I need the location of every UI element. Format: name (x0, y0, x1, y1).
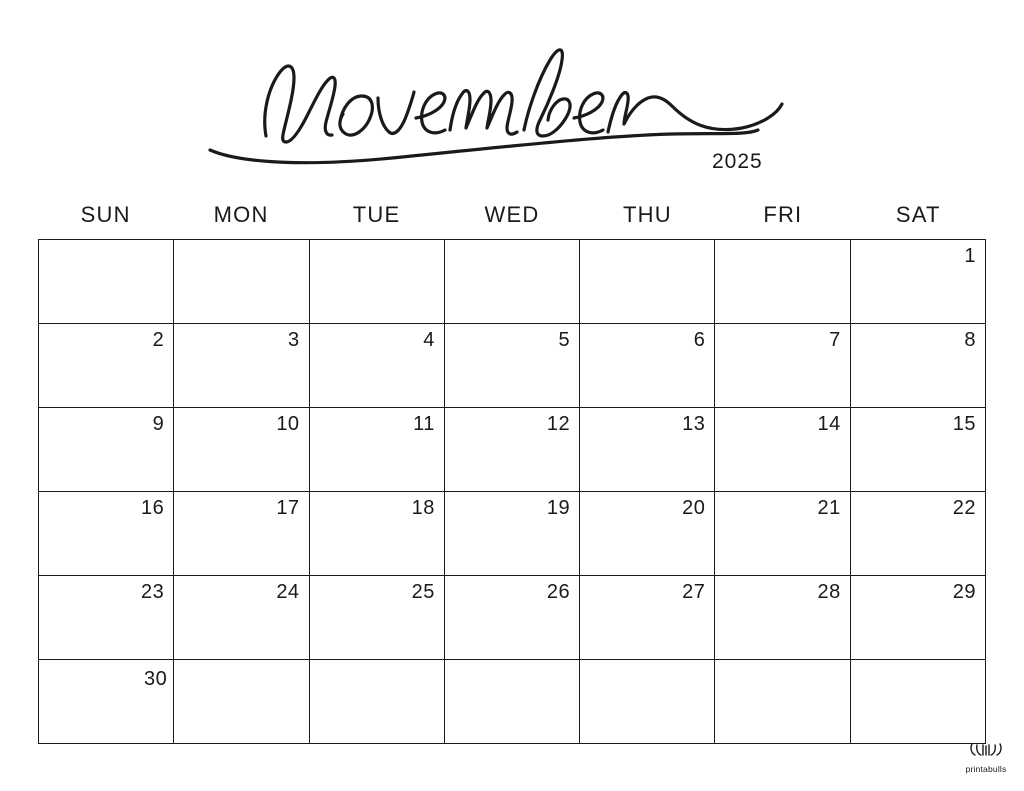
weekday-mon: MON (213, 202, 269, 227)
day-cell[interactable] (445, 492, 580, 576)
day-cell[interactable] (310, 492, 445, 576)
day-number: 22 (952, 497, 976, 519)
day-cell[interactable] (715, 660, 850, 744)
day-cell[interactable] (310, 240, 445, 324)
day-cell[interactable] (851, 660, 986, 744)
day-cell[interactable] (851, 492, 986, 576)
day-number: 3 (287, 329, 300, 351)
bull-horns-icon (969, 742, 1003, 758)
day-number: 11 (413, 413, 435, 435)
day-number: 5 (558, 329, 571, 351)
day-number: 19 (546, 497, 571, 519)
day-number: 29 (952, 581, 976, 603)
day-cell[interactable] (445, 576, 580, 660)
day-cell[interactable] (580, 492, 715, 576)
day-cell[interactable] (39, 660, 174, 744)
brand-name: printabulls (965, 764, 1007, 774)
day-number: 25 (411, 581, 435, 603)
day-number: 28 (817, 581, 841, 603)
day-cell[interactable] (445, 660, 580, 744)
day-number: 30 (144, 668, 168, 690)
day-number: 7 (829, 329, 841, 351)
day-number: 23 (141, 581, 165, 603)
day-cell[interactable] (580, 660, 715, 744)
month-title-script (202, 18, 822, 168)
day-number: 2 (152, 329, 165, 351)
day-cell[interactable] (310, 660, 445, 744)
weekday-fri: FRI (763, 202, 803, 227)
day-cell[interactable] (39, 408, 174, 492)
weekday-sat: SAT (895, 202, 941, 227)
day-cell[interactable] (174, 408, 309, 492)
day-number: 4 (423, 329, 435, 351)
day-number: 16 (141, 497, 165, 519)
day-cell[interactable] (851, 240, 986, 324)
weekday-tue: TUE (352, 202, 401, 227)
day-number: 26 (546, 581, 571, 603)
day-number: 13 (682, 413, 706, 435)
day-cell[interactable] (310, 324, 445, 408)
day-number: 6 (693, 329, 706, 351)
day-cell[interactable] (851, 576, 986, 660)
brand-logo (962, 742, 1010, 777)
day-cell[interactable] (580, 576, 715, 660)
day-number: 18 (411, 497, 435, 519)
day-number: 21 (817, 497, 841, 519)
day-cell[interactable] (851, 324, 986, 408)
day-cell[interactable] (580, 408, 715, 492)
weekday-sun: SUN (80, 202, 131, 227)
day-cell[interactable] (310, 576, 445, 660)
day-number: 9 (152, 413, 165, 435)
weekday-header-row (38, 202, 986, 228)
weekday-wed: WED (484, 202, 540, 227)
day-number: 10 (276, 413, 300, 435)
day-cell[interactable] (851, 408, 986, 492)
day-cell[interactable] (715, 240, 850, 324)
day-number: 1 (964, 245, 976, 267)
calendar-grid (38, 239, 986, 744)
day-cell[interactable] (445, 324, 580, 408)
day-cell[interactable] (39, 492, 174, 576)
day-cell[interactable] (445, 408, 580, 492)
day-cell[interactable] (580, 324, 715, 408)
day-cell[interactable] (174, 492, 309, 576)
day-number: 14 (817, 413, 841, 435)
day-cell[interactable] (39, 324, 174, 408)
day-cell[interactable] (445, 240, 580, 324)
calendar-title-area (0, 18, 1024, 178)
day-number: 12 (546, 413, 571, 435)
day-cell[interactable] (715, 492, 850, 576)
year-label: 2025 (712, 150, 763, 173)
day-number: 24 (276, 581, 300, 603)
day-cell[interactable] (174, 660, 309, 744)
day-cell[interactable] (174, 240, 309, 324)
day-cell[interactable] (715, 408, 850, 492)
day-cell[interactable] (715, 324, 850, 408)
weekday-thu: THU (623, 202, 672, 227)
day-number: 27 (682, 581, 706, 603)
day-cell[interactable] (174, 576, 309, 660)
day-number: 17 (276, 497, 300, 519)
day-cell[interactable] (174, 324, 309, 408)
day-number: 15 (952, 413, 976, 435)
day-number: 8 (964, 329, 976, 351)
day-cell[interactable] (580, 240, 715, 324)
day-cell[interactable] (39, 240, 174, 324)
day-cell[interactable] (310, 408, 445, 492)
day-cell[interactable] (39, 576, 174, 660)
day-cell[interactable] (715, 576, 850, 660)
day-number: 20 (682, 497, 706, 519)
